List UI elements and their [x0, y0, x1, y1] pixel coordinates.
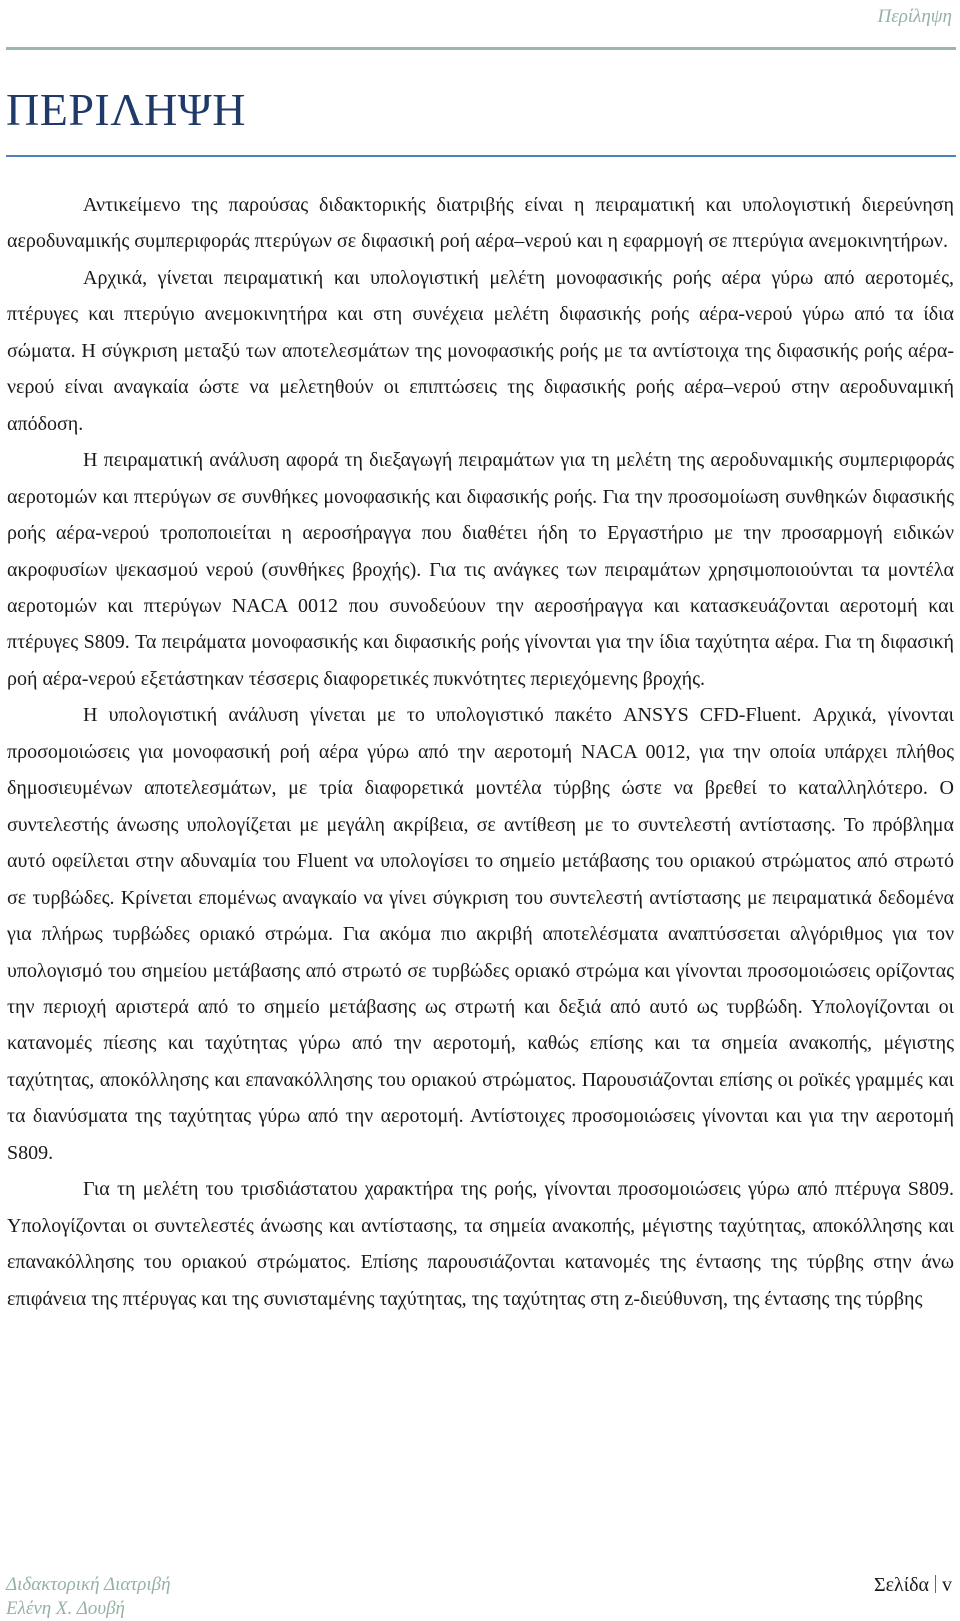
page-title: ΠΕΡΙΛΗΨΗ	[6, 84, 246, 135]
footer-author: Ελένη Χ. Δουβή	[6, 1598, 125, 1619]
paragraph-3: Η πειραματική ανάλυση αφορά τη διεξαγωγή πειραμάτων για τη μελέτη της αεροδυναμικής συμπεριφοράς αεροτομών και πτερύγων σε συνθήκες μονοφασικής και διφασικής ροής. Για την προσομοίωση συνθηκών διφασικής ροής αέρα-νερού τροποποιείται η αεροσήραγγα που διαθέτει ήδη το Εργαστήριο με την προσαρμογή ειδικών ακροφυσίων ψεκασμού νερού (συνθήκες βροχής). Για τις ανάγκες των πειραμάτων χρησιμοποιούνται τα μοντέλα αεροτομών και πτερύγων NACA 0012 που συνοδεύουν την αεροσήραγγα και κατασκευάζονται αεροτομή και πτέρυγες S809. Τα πειράματα μονοφασικής και διφασικής ροής γίνονται για την ίδια ταχύτητα αέρα. Για τη διφασική ροή αέρα-νερού εξετάστηκαν τέσσερις διαφορετικές πυκνότητες περιεχόμενης βροχής.	[7, 449, 954, 690]
page-number: v	[942, 1574, 952, 1596]
header-rule	[6, 47, 956, 50]
footer-left	[6, 1573, 171, 1621]
page-number-block	[874, 1573, 952, 1597]
paragraph-4: Η υπολογιστική ανάλυση γίνεται με το υπολογιστικό πακέτο ANSYS CFD-Fluent. Αρχικά, γίνονται προσομοιώσεις για μονοφασική ροή αέρα γύρω από την αεροτομή NACA 0012, για την οποία υπάρχει πλήθος δημοσιευμένων αποτελεσμάτων, με τρία διαφορετικά μοντέλα τύρβης ώστε να βρεθεί το καταλληλότερο. Ο συντελεστής άνωσης υπολογίζεται με μεγάλη ακρίβεια, σε αντίθεση με το συντελεστή αντίστασης. Το πρόβλημα αυτό οφείλεται στην αδυναμία του Fluent να υπολογίσει το σημείο μετάβασης του οριακού στρώματος από στρωτό σε τυρβώδες. Κρίνεται επομένως αναγκαίο να γίνει σύγκριση του συντελεστή αντίστασης με πειραματικά δεδομένα για πλήρως τυρβώδες οριακό στρώμα. Για ακόμα πιο ακριβή αποτελέσματα αναπτύσσεται αλγόριθμος για τον υπολογισμό του σημείου μετάβασης από στρωτό σε τυρβώδες οριακό στρώμα και γίνονται προσομοιώσεις ορίζοντας την περιοχή αριστερά από το σημείο μετάβασης ως στρωτή και δεξιά από αυτό ως τυρβώδη. Υπολογίζονται οι κατανομές πίεσης και ταχύτητας γύρω από την αεροτομή, καθώς επίσης και τα σημεία ανακοπής, μέγιστης ταχύτητας, αποκόλλησης και επανακόλλησης του οριακού στρώματος. Παρουσιάζονται επίσης οι ροϊκές γραμμές και τα διανύσματα της ταχύτητας γύρω από την αεροτομή. Αντίστοιχες προσομοιώσεις γίνονται και για την αεροτομή S809.	[7, 704, 954, 1164]
abstract-body	[7, 187, 954, 1317]
footer-thesis-label: Διδακτορική Διατριβή	[6, 1574, 171, 1595]
paragraph-5: Για τη μελέτη του τρισδιάστατου χαρακτήρα της ροής, γίνονται προσομοιώσεις γύρω από πτέρυγα S809. Υπολογίζονται οι συντελεστές άνωσης και αντίστασης, τα σημεία ανακοπής, μέγιστης ταχύτητας, αποκόλλησης και επανακόλλησης του οριακού στρώματος. Επίσης παρουσιάζονται κατανομές της έντασης της τύρβης στην άνω επιφάνεια της πτέρυγας και της συνισταμένης ταχύτητας, της ταχύτητας στη z-διεύθυνση, της έντασης της τύρβης	[7, 1178, 954, 1310]
title-rule	[6, 155, 956, 157]
paragraph-1: Αντικείμενο της παρούσας διδακτορικής διατριβής είναι η πειραματική και υπολογιστική διερεύνηση αεροδυναμικής συμπεριφοράς πτερύγων σε διφασική ροή αέρα–νερού και η εφαρμογή σε πτερύγια ανεμοκινητήρων.	[7, 194, 954, 253]
page-label: Σελίδα	[873, 1574, 929, 1596]
paragraph-2: Αρχικά, γίνεται πειραματική και υπολογιστική μελέτη μονοφασικής ροής αέρα γύρω από αεροτομές, πτέρυγες και πτερύγιο ανεμοκινητήρα και στη συνέχεια μελέτη διφασικής ροής αέρα-νερού γύρω από τα ίδια σώματα. Η σύγκριση μεταξύ των αποτελεσμάτων της μονοφασικής ροής με τα αντίστοιχα της διφασικής ροής αέρα-νερού είναι αναγκαία ώστε να μελετηθούν οι επιπτώσεις της διφασικής ροής αέρα–νερού στην αεροδυναμική απόδοση.	[7, 266, 954, 435]
page-separator	[935, 1575, 936, 1593]
running-header: Περίληψη	[877, 6, 952, 27]
